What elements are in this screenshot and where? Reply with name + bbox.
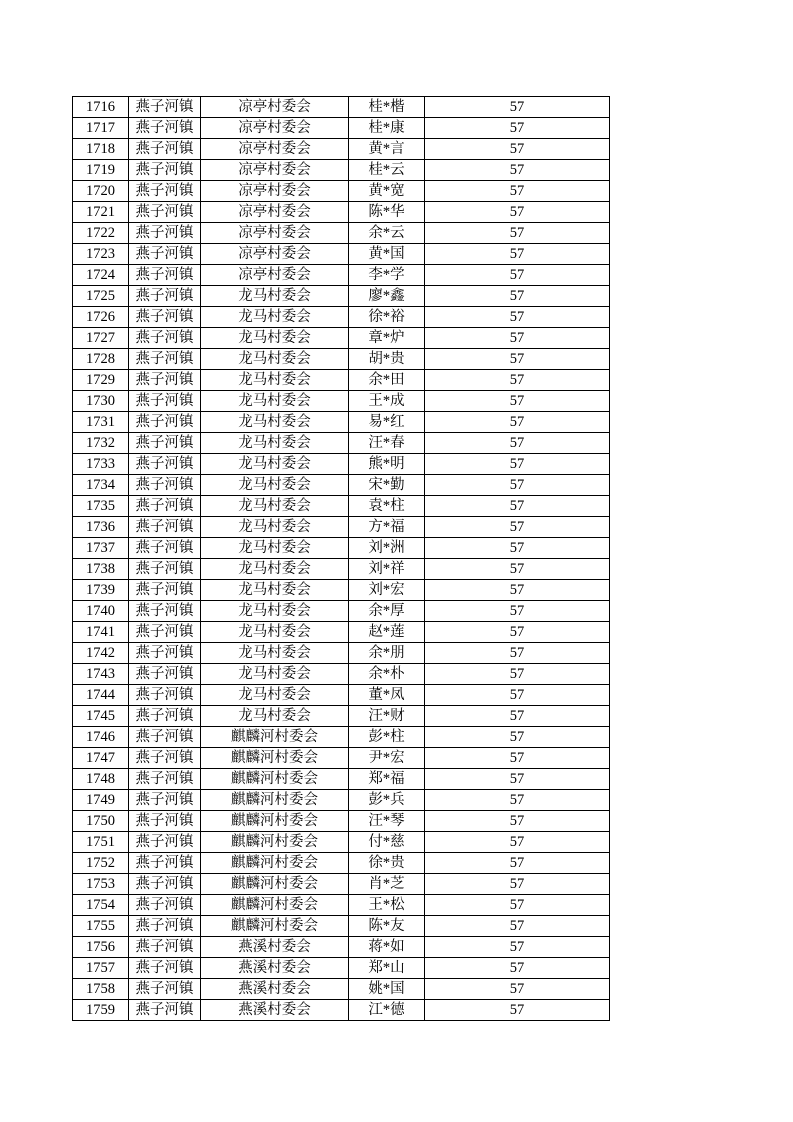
serial-number-cell: 1736: [73, 517, 129, 538]
village-committee-cell: 麒麟河村委会: [201, 832, 349, 853]
village-committee-cell: 龙马村委会: [201, 517, 349, 538]
amount-cell: 57: [425, 475, 610, 496]
person-name-cell: 廖*鑫: [349, 286, 425, 307]
amount-cell: 57: [425, 517, 610, 538]
village-committee-cell: 龙马村委会: [201, 685, 349, 706]
town-cell: 燕子河镇: [129, 202, 201, 223]
table-row: [73, 1000, 610, 1021]
town-cell: 燕子河镇: [129, 328, 201, 349]
amount-cell: 57: [425, 769, 610, 790]
serial-number-cell: 1744: [73, 685, 129, 706]
town-cell: 燕子河镇: [129, 97, 201, 118]
amount-cell: 57: [425, 706, 610, 727]
serial-number-cell: 1739: [73, 580, 129, 601]
person-name-cell: 刘*洲: [349, 538, 425, 559]
person-name-cell: 刘*祥: [349, 559, 425, 580]
amount-cell: 57: [425, 874, 610, 895]
town-cell: 燕子河镇: [129, 832, 201, 853]
amount-cell: 57: [425, 643, 610, 664]
amount-cell: 57: [425, 685, 610, 706]
town-cell: 燕子河镇: [129, 454, 201, 475]
town-cell: 燕子河镇: [129, 790, 201, 811]
town-cell: 燕子河镇: [129, 496, 201, 517]
serial-number-cell: 1730: [73, 391, 129, 412]
amount-cell: 57: [425, 202, 610, 223]
village-committee-cell: 麒麟河村委会: [201, 895, 349, 916]
person-name-cell: 江*德: [349, 1000, 425, 1021]
village-committee-cell: 燕溪村委会: [201, 979, 349, 1000]
person-name-cell: 徐*贵: [349, 853, 425, 874]
person-name-cell: 黄*国: [349, 244, 425, 265]
amount-cell: 57: [425, 601, 610, 622]
serial-number-cell: 1723: [73, 244, 129, 265]
town-cell: 燕子河镇: [129, 622, 201, 643]
table-row: [73, 979, 610, 1000]
village-committee-cell: 龙马村委会: [201, 391, 349, 412]
serial-number-cell: 1733: [73, 454, 129, 475]
amount-cell: 57: [425, 748, 610, 769]
table-row: [73, 97, 610, 118]
town-cell: 燕子河镇: [129, 769, 201, 790]
serial-number-cell: 1737: [73, 538, 129, 559]
person-name-cell: 肖*芝: [349, 874, 425, 895]
serial-number-cell: 1721: [73, 202, 129, 223]
town-cell: 燕子河镇: [129, 307, 201, 328]
amount-cell: 57: [425, 412, 610, 433]
serial-number-cell: 1748: [73, 769, 129, 790]
town-cell: 燕子河镇: [129, 811, 201, 832]
amount-cell: 57: [425, 181, 610, 202]
person-name-cell: 尹*宏: [349, 748, 425, 769]
table-row: [73, 643, 610, 664]
amount-cell: 57: [425, 538, 610, 559]
person-name-cell: 郑*山: [349, 958, 425, 979]
person-name-cell: 刘*宏: [349, 580, 425, 601]
town-cell: 燕子河镇: [129, 727, 201, 748]
village-committee-cell: 龙马村委会: [201, 328, 349, 349]
amount-cell: 57: [425, 454, 610, 475]
table-row: [73, 328, 610, 349]
person-name-cell: 宋*勤: [349, 475, 425, 496]
serial-number-cell: 1747: [73, 748, 129, 769]
table-row: [73, 706, 610, 727]
person-name-cell: 郑*福: [349, 769, 425, 790]
village-committee-cell: 麒麟河村委会: [201, 874, 349, 895]
town-cell: 燕子河镇: [129, 958, 201, 979]
table-row: [73, 832, 610, 853]
serial-number-cell: 1754: [73, 895, 129, 916]
table-row: [73, 244, 610, 265]
town-cell: 燕子河镇: [129, 433, 201, 454]
person-name-cell: 彭*兵: [349, 790, 425, 811]
person-name-cell: 王*松: [349, 895, 425, 916]
serial-number-cell: 1717: [73, 118, 129, 139]
amount-cell: 57: [425, 979, 610, 1000]
person-name-cell: 袁*柱: [349, 496, 425, 517]
table-row: [73, 517, 610, 538]
serial-number-cell: 1745: [73, 706, 129, 727]
town-cell: 燕子河镇: [129, 748, 201, 769]
table-row: [73, 223, 610, 244]
village-committee-cell: 凉亭村委会: [201, 202, 349, 223]
village-committee-cell: 麒麟河村委会: [201, 769, 349, 790]
person-name-cell: 汪*财: [349, 706, 425, 727]
table-row: [73, 286, 610, 307]
person-name-cell: 桂*楷: [349, 97, 425, 118]
serial-number-cell: 1731: [73, 412, 129, 433]
table-row: [73, 811, 610, 832]
person-name-cell: 章*炉: [349, 328, 425, 349]
village-committee-cell: 凉亭村委会: [201, 265, 349, 286]
amount-cell: 57: [425, 370, 610, 391]
table-row: [73, 622, 610, 643]
town-cell: 燕子河镇: [129, 181, 201, 202]
serial-number-cell: 1746: [73, 727, 129, 748]
table-row: [73, 727, 610, 748]
person-name-cell: 汪*春: [349, 433, 425, 454]
serial-number-cell: 1722: [73, 223, 129, 244]
person-name-cell: 徐*裕: [349, 307, 425, 328]
serial-number-cell: 1750: [73, 811, 129, 832]
table-row: [73, 265, 610, 286]
person-name-cell: 黄*言: [349, 139, 425, 160]
serial-number-cell: 1757: [73, 958, 129, 979]
town-cell: 燕子河镇: [129, 475, 201, 496]
table-row: [73, 412, 610, 433]
amount-cell: 57: [425, 496, 610, 517]
amount-cell: 57: [425, 349, 610, 370]
village-committee-cell: 龙马村委会: [201, 622, 349, 643]
amount-cell: 57: [425, 223, 610, 244]
serial-number-cell: 1728: [73, 349, 129, 370]
table-row: [73, 601, 610, 622]
table-row: [73, 580, 610, 601]
person-name-cell: 胡*贵: [349, 349, 425, 370]
village-committee-cell: 龙马村委会: [201, 475, 349, 496]
table-row: [73, 937, 610, 958]
town-cell: 燕子河镇: [129, 979, 201, 1000]
table-row: [73, 916, 610, 937]
amount-cell: 57: [425, 307, 610, 328]
amount-cell: 57: [425, 244, 610, 265]
amount-cell: 57: [425, 433, 610, 454]
table-row: [73, 769, 610, 790]
town-cell: 燕子河镇: [129, 874, 201, 895]
village-committee-cell: 龙马村委会: [201, 664, 349, 685]
village-committee-cell: 龙马村委会: [201, 454, 349, 475]
person-name-cell: 彭*柱: [349, 727, 425, 748]
table-row: [73, 853, 610, 874]
person-name-cell: 余*厚: [349, 601, 425, 622]
amount-cell: 57: [425, 139, 610, 160]
table-row: [73, 685, 610, 706]
amount-cell: 57: [425, 118, 610, 139]
village-committee-cell: 凉亭村委会: [201, 160, 349, 181]
person-name-cell: 易*红: [349, 412, 425, 433]
person-name-cell: 付*慈: [349, 832, 425, 853]
town-cell: 燕子河镇: [129, 853, 201, 874]
serial-number-cell: 1738: [73, 559, 129, 580]
serial-number-cell: 1720: [73, 181, 129, 202]
table-row: [73, 958, 610, 979]
town-cell: 燕子河镇: [129, 580, 201, 601]
table-row: [73, 202, 610, 223]
person-name-cell: 熊*明: [349, 454, 425, 475]
amount-cell: 57: [425, 958, 610, 979]
person-name-cell: 余*朋: [349, 643, 425, 664]
table-row: [73, 307, 610, 328]
serial-number-cell: 1749: [73, 790, 129, 811]
serial-number-cell: 1734: [73, 475, 129, 496]
serial-number-cell: 1725: [73, 286, 129, 307]
person-name-cell: 黄*宽: [349, 181, 425, 202]
amount-cell: 57: [425, 811, 610, 832]
town-cell: 燕子河镇: [129, 895, 201, 916]
town-cell: 燕子河镇: [129, 916, 201, 937]
amount-cell: 57: [425, 580, 610, 601]
village-committee-cell: 麒麟河村委会: [201, 727, 349, 748]
village-committee-cell: 凉亭村委会: [201, 181, 349, 202]
amount-cell: 57: [425, 286, 610, 307]
amount-cell: 57: [425, 160, 610, 181]
village-committee-cell: 龙马村委会: [201, 538, 349, 559]
town-cell: 燕子河镇: [129, 244, 201, 265]
person-name-cell: 余*朴: [349, 664, 425, 685]
town-cell: 燕子河镇: [129, 685, 201, 706]
village-committee-cell: 龙马村委会: [201, 433, 349, 454]
amount-cell: 57: [425, 790, 610, 811]
serial-number-cell: 1759: [73, 1000, 129, 1021]
amount-cell: 57: [425, 622, 610, 643]
table-row: [73, 433, 610, 454]
serial-number-cell: 1743: [73, 664, 129, 685]
town-cell: 燕子河镇: [129, 223, 201, 244]
village-committee-cell: 龙马村委会: [201, 580, 349, 601]
town-cell: 燕子河镇: [129, 937, 201, 958]
table-row: [73, 454, 610, 475]
town-cell: 燕子河镇: [129, 370, 201, 391]
town-cell: 燕子河镇: [129, 643, 201, 664]
village-committee-cell: 麒麟河村委会: [201, 748, 349, 769]
town-cell: 燕子河镇: [129, 706, 201, 727]
town-cell: 燕子河镇: [129, 160, 201, 181]
table-row: [73, 559, 610, 580]
village-committee-cell: 龙马村委会: [201, 286, 349, 307]
village-committee-cell: 龙马村委会: [201, 349, 349, 370]
village-committee-cell: 龙马村委会: [201, 643, 349, 664]
serial-number-cell: 1727: [73, 328, 129, 349]
village-committee-cell: 龙马村委会: [201, 559, 349, 580]
town-cell: 燕子河镇: [129, 517, 201, 538]
amount-cell: 57: [425, 328, 610, 349]
village-committee-cell: 麒麟河村委会: [201, 916, 349, 937]
table-row: [73, 538, 610, 559]
village-committee-cell: 龙马村委会: [201, 601, 349, 622]
serial-number-cell: 1756: [73, 937, 129, 958]
table-row: [73, 475, 610, 496]
village-committee-cell: 龙马村委会: [201, 370, 349, 391]
table-row: [73, 139, 610, 160]
person-name-cell: 桂*云: [349, 160, 425, 181]
serial-number-cell: 1753: [73, 874, 129, 895]
person-name-cell: 余*田: [349, 370, 425, 391]
amount-cell: 57: [425, 664, 610, 685]
person-name-cell: 赵*莲: [349, 622, 425, 643]
town-cell: 燕子河镇: [129, 538, 201, 559]
amount-cell: 57: [425, 391, 610, 412]
amount-cell: 57: [425, 895, 610, 916]
village-committee-cell: 燕溪村委会: [201, 937, 349, 958]
amount-cell: 57: [425, 1000, 610, 1021]
serial-number-cell: 1742: [73, 643, 129, 664]
table-row: [73, 748, 610, 769]
village-committee-cell: 龙马村委会: [201, 496, 349, 517]
table-row: [73, 664, 610, 685]
serial-number-cell: 1751: [73, 832, 129, 853]
table-row: [73, 370, 610, 391]
serial-number-cell: 1758: [73, 979, 129, 1000]
village-committee-cell: 凉亭村委会: [201, 223, 349, 244]
serial-number-cell: 1716: [73, 97, 129, 118]
village-committee-cell: 龙马村委会: [201, 706, 349, 727]
serial-number-cell: 1729: [73, 370, 129, 391]
serial-number-cell: 1719: [73, 160, 129, 181]
serial-number-cell: 1735: [73, 496, 129, 517]
amount-cell: 57: [425, 832, 610, 853]
table-row: [73, 496, 610, 517]
amount-cell: 57: [425, 727, 610, 748]
town-cell: 燕子河镇: [129, 139, 201, 160]
amount-cell: 57: [425, 853, 610, 874]
table-row: [73, 118, 610, 139]
person-name-cell: 陈*华: [349, 202, 425, 223]
village-committee-cell: 凉亭村委会: [201, 139, 349, 160]
table-row: [73, 181, 610, 202]
town-cell: 燕子河镇: [129, 601, 201, 622]
serial-number-cell: 1741: [73, 622, 129, 643]
village-committee-cell: 燕溪村委会: [201, 958, 349, 979]
table-row: [73, 895, 610, 916]
village-committee-cell: 龙马村委会: [201, 412, 349, 433]
town-cell: 燕子河镇: [129, 1000, 201, 1021]
serial-number-cell: 1726: [73, 307, 129, 328]
serial-number-cell: 1724: [73, 265, 129, 286]
table-row: [73, 349, 610, 370]
town-cell: 燕子河镇: [129, 559, 201, 580]
serial-number-cell: 1718: [73, 139, 129, 160]
person-name-cell: 桂*康: [349, 118, 425, 139]
person-name-cell: 陈*友: [349, 916, 425, 937]
person-name-cell: 方*福: [349, 517, 425, 538]
serial-number-cell: 1755: [73, 916, 129, 937]
person-name-cell: 董*凤: [349, 685, 425, 706]
serial-number-cell: 1732: [73, 433, 129, 454]
person-name-cell: 姚*国: [349, 979, 425, 1000]
town-cell: 燕子河镇: [129, 391, 201, 412]
town-cell: 燕子河镇: [129, 412, 201, 433]
village-committee-cell: 燕溪村委会: [201, 1000, 349, 1021]
person-name-cell: 王*成: [349, 391, 425, 412]
village-committee-cell: 龙马村委会: [201, 307, 349, 328]
roster-table-body: [73, 97, 610, 1021]
amount-cell: 57: [425, 916, 610, 937]
person-name-cell: 汪*琴: [349, 811, 425, 832]
village-committee-cell: 凉亭村委会: [201, 118, 349, 139]
amount-cell: 57: [425, 559, 610, 580]
village-committee-cell: 麒麟河村委会: [201, 853, 349, 874]
person-name-cell: 李*学: [349, 265, 425, 286]
table-row: [73, 391, 610, 412]
town-cell: 燕子河镇: [129, 118, 201, 139]
village-committee-cell: 麒麟河村委会: [201, 811, 349, 832]
table-row: [73, 874, 610, 895]
village-committee-cell: 麒麟河村委会: [201, 790, 349, 811]
table-row: [73, 160, 610, 181]
town-cell: 燕子河镇: [129, 349, 201, 370]
amount-cell: 57: [425, 265, 610, 286]
village-committee-cell: 凉亭村委会: [201, 97, 349, 118]
amount-cell: 57: [425, 937, 610, 958]
town-cell: 燕子河镇: [129, 286, 201, 307]
town-cell: 燕子河镇: [129, 664, 201, 685]
table-row: [73, 790, 610, 811]
village-committee-cell: 凉亭村委会: [201, 244, 349, 265]
serial-number-cell: 1740: [73, 601, 129, 622]
serial-number-cell: 1752: [73, 853, 129, 874]
person-name-cell: 蒋*如: [349, 937, 425, 958]
person-name-cell: 余*云: [349, 223, 425, 244]
amount-cell: 57: [425, 97, 610, 118]
town-cell: 燕子河镇: [129, 265, 201, 286]
roster-table: [72, 96, 610, 1021]
